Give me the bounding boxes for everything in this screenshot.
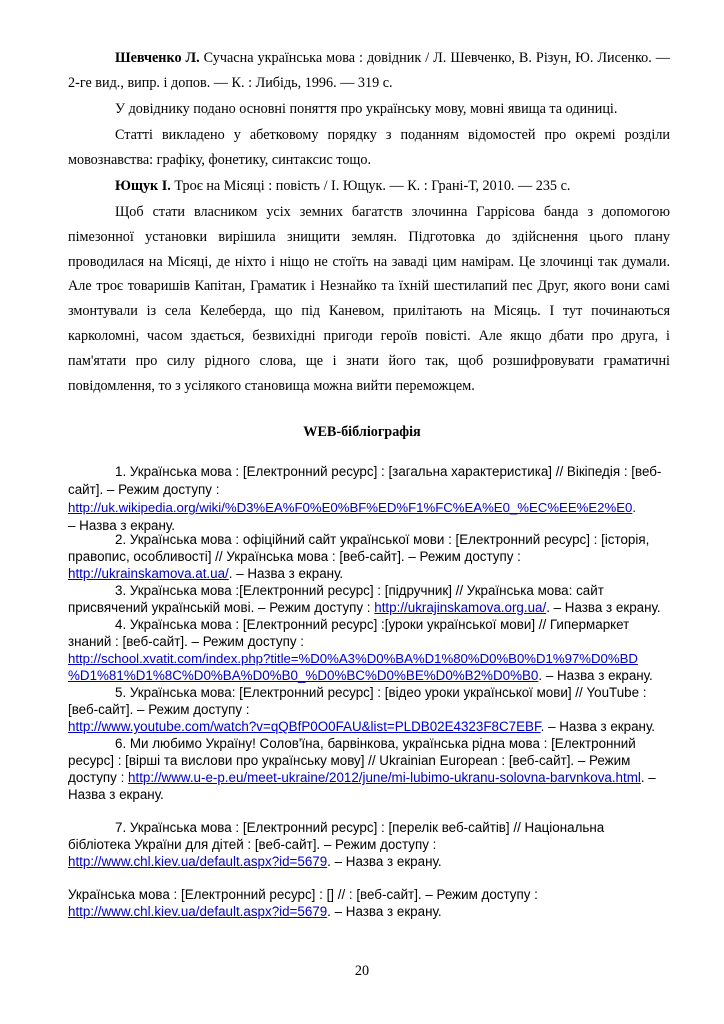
web-entry-8-line: Українська мова : [Електронний ресурс] : [] // : [веб-сайт]. – Режим доступу : [68,887,538,902]
web-entry-7-link[interactable]: http://www.chl.kiev.ua/default.aspx?id=5679 [68,854,328,869]
web-entry-8-link[interactable]: http://www.chl.kiev.ua/default.aspx?id=5679 [68,904,328,919]
web-entry-4-line: 4. Українська мова : [Електронний ресурс] :[уроки української мови] // Гипермаркет [115,617,630,632]
web-entry-8-url-line: http://www.chl.kiev.ua/default.aspx?id=5679. – Назва з екрану. [68,904,442,919]
web-entry-4-link-continued[interactable]: %D1%81%D1%8C%D0%BA%D0%B0_%D0%BC%D0%BE%D0%B2%D0%B0 [68,668,539,683]
web-entry-1-line: 1. Українська мова : [Електронний ресурс] : [загальна характеристика] // Вікіпедія : [веб- [115,464,662,479]
web-entry-6-link[interactable]: http://www.u-e-p.eu/meet-ukraine/2012/june/mi-lubimo-ukranu-solovna-barvnkova.html [128,770,641,785]
book-author: Шевченко Л. [115,50,200,66]
book-citation: Троє на Місяці : повість / І. Ющук. — К. : Грані-Т, 2010. — 235 с. [170,178,571,194]
web-entry-6-line: ресурс] : [вірші та вислови про українську мову] // Ukrainian European : [веб-сайт]. – Режим [68,753,631,768]
book-description: Статті викладено у абетковому порядку з поданням відомостей про окремі розділи мовознавства: графіку, фонетику, синтаксис тощо. [68,127,670,168]
web-entry-2-line: правопис, особливості] // Українська мова : [веб-сайт]. – Режим доступу : [68,549,521,564]
web-entry-4-url-line: %D1%81%D1%8C%D0%BA%D0%B0_%D0%BC%D0%BE%D0%B2%D0%B0. – Назва з екрану. [68,668,653,683]
web-entry-6-line: Назва з екрану. [68,787,164,802]
web-entry-2-link[interactable]: http://ukrainskamova.at.ua/ [68,566,229,581]
web-entry-5-line: [веб-сайт]. – Режим доступу : [68,702,250,717]
web-entry-1-link[interactable]: http://uk.wikipedia.org/wiki/%D3%EA%F0%E0%BF%ED%F1%FC%EA%E0_%EC%EE%E2%E0 [68,500,633,515]
book-description: У довіднику подано основні поняття про українську мову, мовні явища та одиниці. [115,101,618,117]
book-entry-shevchenko [68,46,670,96]
web-entry-5-line: 5. Українська мова: [Електронний ресурс] : [відео уроки української мови] // YouTube : [115,685,647,700]
web-entry-3-line: 3. Українська мова :[Електронний ресурс] : [підручник] // Українська мова: сайт [115,583,604,598]
web-entry-1-url-line: http://uk.wikipedia.org/wiki/%D3%EA%F0%E0%BF%ED%F1%FC%EA%E0_%EC%EE%E2%E0. [68,500,637,515]
web-entry-5-link[interactable]: http://www.youtube.com/watch?v=qQBfP0O0FAU&list=PLDB02E4323F8C7EBF [68,719,541,734]
web-entry-4-link[interactable]: http://school.xvatit.com/index.php?title=%D0%A3%D0%BA%D1%80%D0%B0%D1%97%D0%BD [68,651,638,666]
web-entry-1-line: сайт]. – Режим доступу : [68,482,220,497]
web-entry-4-line: знаний : [веб-сайт]. – Режим доступу : [68,634,305,649]
web-entry-2-url-line: http://ukrainskamova.at.ua/. – Назва з екрану. [68,566,344,581]
web-entry-3-link[interactable]: http://ukrajinskamova.org.ua/ [374,600,547,615]
book-description: Щоб стати власником усіх земних багатств злочинна Гаррісова банда з допомогою пімезонної установки вирішила знищити землян. Підготовка до здійснення цього плану проводилася на Місяці, де ніхто і ніщо не стоїть на заваді цим намірам. Це злочинці так думали. Але троє товаришів Капітан, Граматик і Незнайко та їхній шестилапий пес Друг, якого вони самі змонтували із села Келеберда, що під Каневом, прилітають на Місяць. І тут починаються карколомні, часом здається, безвихідні пригоди героїв повісті. Але якщо дбати про друга, і пам'ятати про силу рідного слова, ще і знати його так, щоб розшифровувати граматичні повідомлення, то з усілякого становища можна вийти переможцем. [68,204,670,394]
web-entry-6-line: 6. Ми любимо Україну! Солов'їна, барвінкова, українська рідна мова : [Електронний [115,736,636,751]
web-entry-7-url-line: http://www.chl.kiev.ua/default.aspx?id=5679. – Назва з екрану. [68,854,442,869]
book-entry-yushchuk [68,174,670,199]
web-entry-7-line: бібліотека України для дітей : [веб-сайт]. – Режим доступу : [68,837,437,852]
web-entry-7-line: 7. Українська мова : [Електронний ресурс] : [перелік веб-сайтів] // Національна [115,820,605,835]
web-bibliography-heading: WEB-бібліографія [303,424,421,440]
web-entry-1-line: – Назва з екрану. [68,518,175,533]
web-entry-6-url-line: доступу : http://www.u-e-p.eu/meet-ukraine/2012/june/mi-lubimo-ukranu-solovna-barvnkova.html. – [68,770,656,785]
web-entry-5-url-line: http://www.youtube.com/watch?v=qQBfP0O0FAU&list=PLDB02E4323F8C7EBF. – Назва з екрану. [68,719,656,734]
book-author: Ющук І. [115,178,171,194]
page-number: 20 [354,963,370,979]
book-citation: Сучасна українська мова : довідник / Л. Шевченко, В. Різун, Ю. Лисенко. — 2-ге вид., випр. і допов. — К. : Либідь, 1996. — 319 с. [68,50,670,91]
web-entry-4-url-line [68,650,638,668]
web-entry-2-line: 2. Українська мова : офіційний сайт української мови : [Електронний ресурс] : [історія, [115,532,650,547]
web-entry-3-url-line: присвячений українській мові. – Режим доступу : http://ukrajinskamova.org.ua/. – Назва з екрану. [68,600,661,615]
